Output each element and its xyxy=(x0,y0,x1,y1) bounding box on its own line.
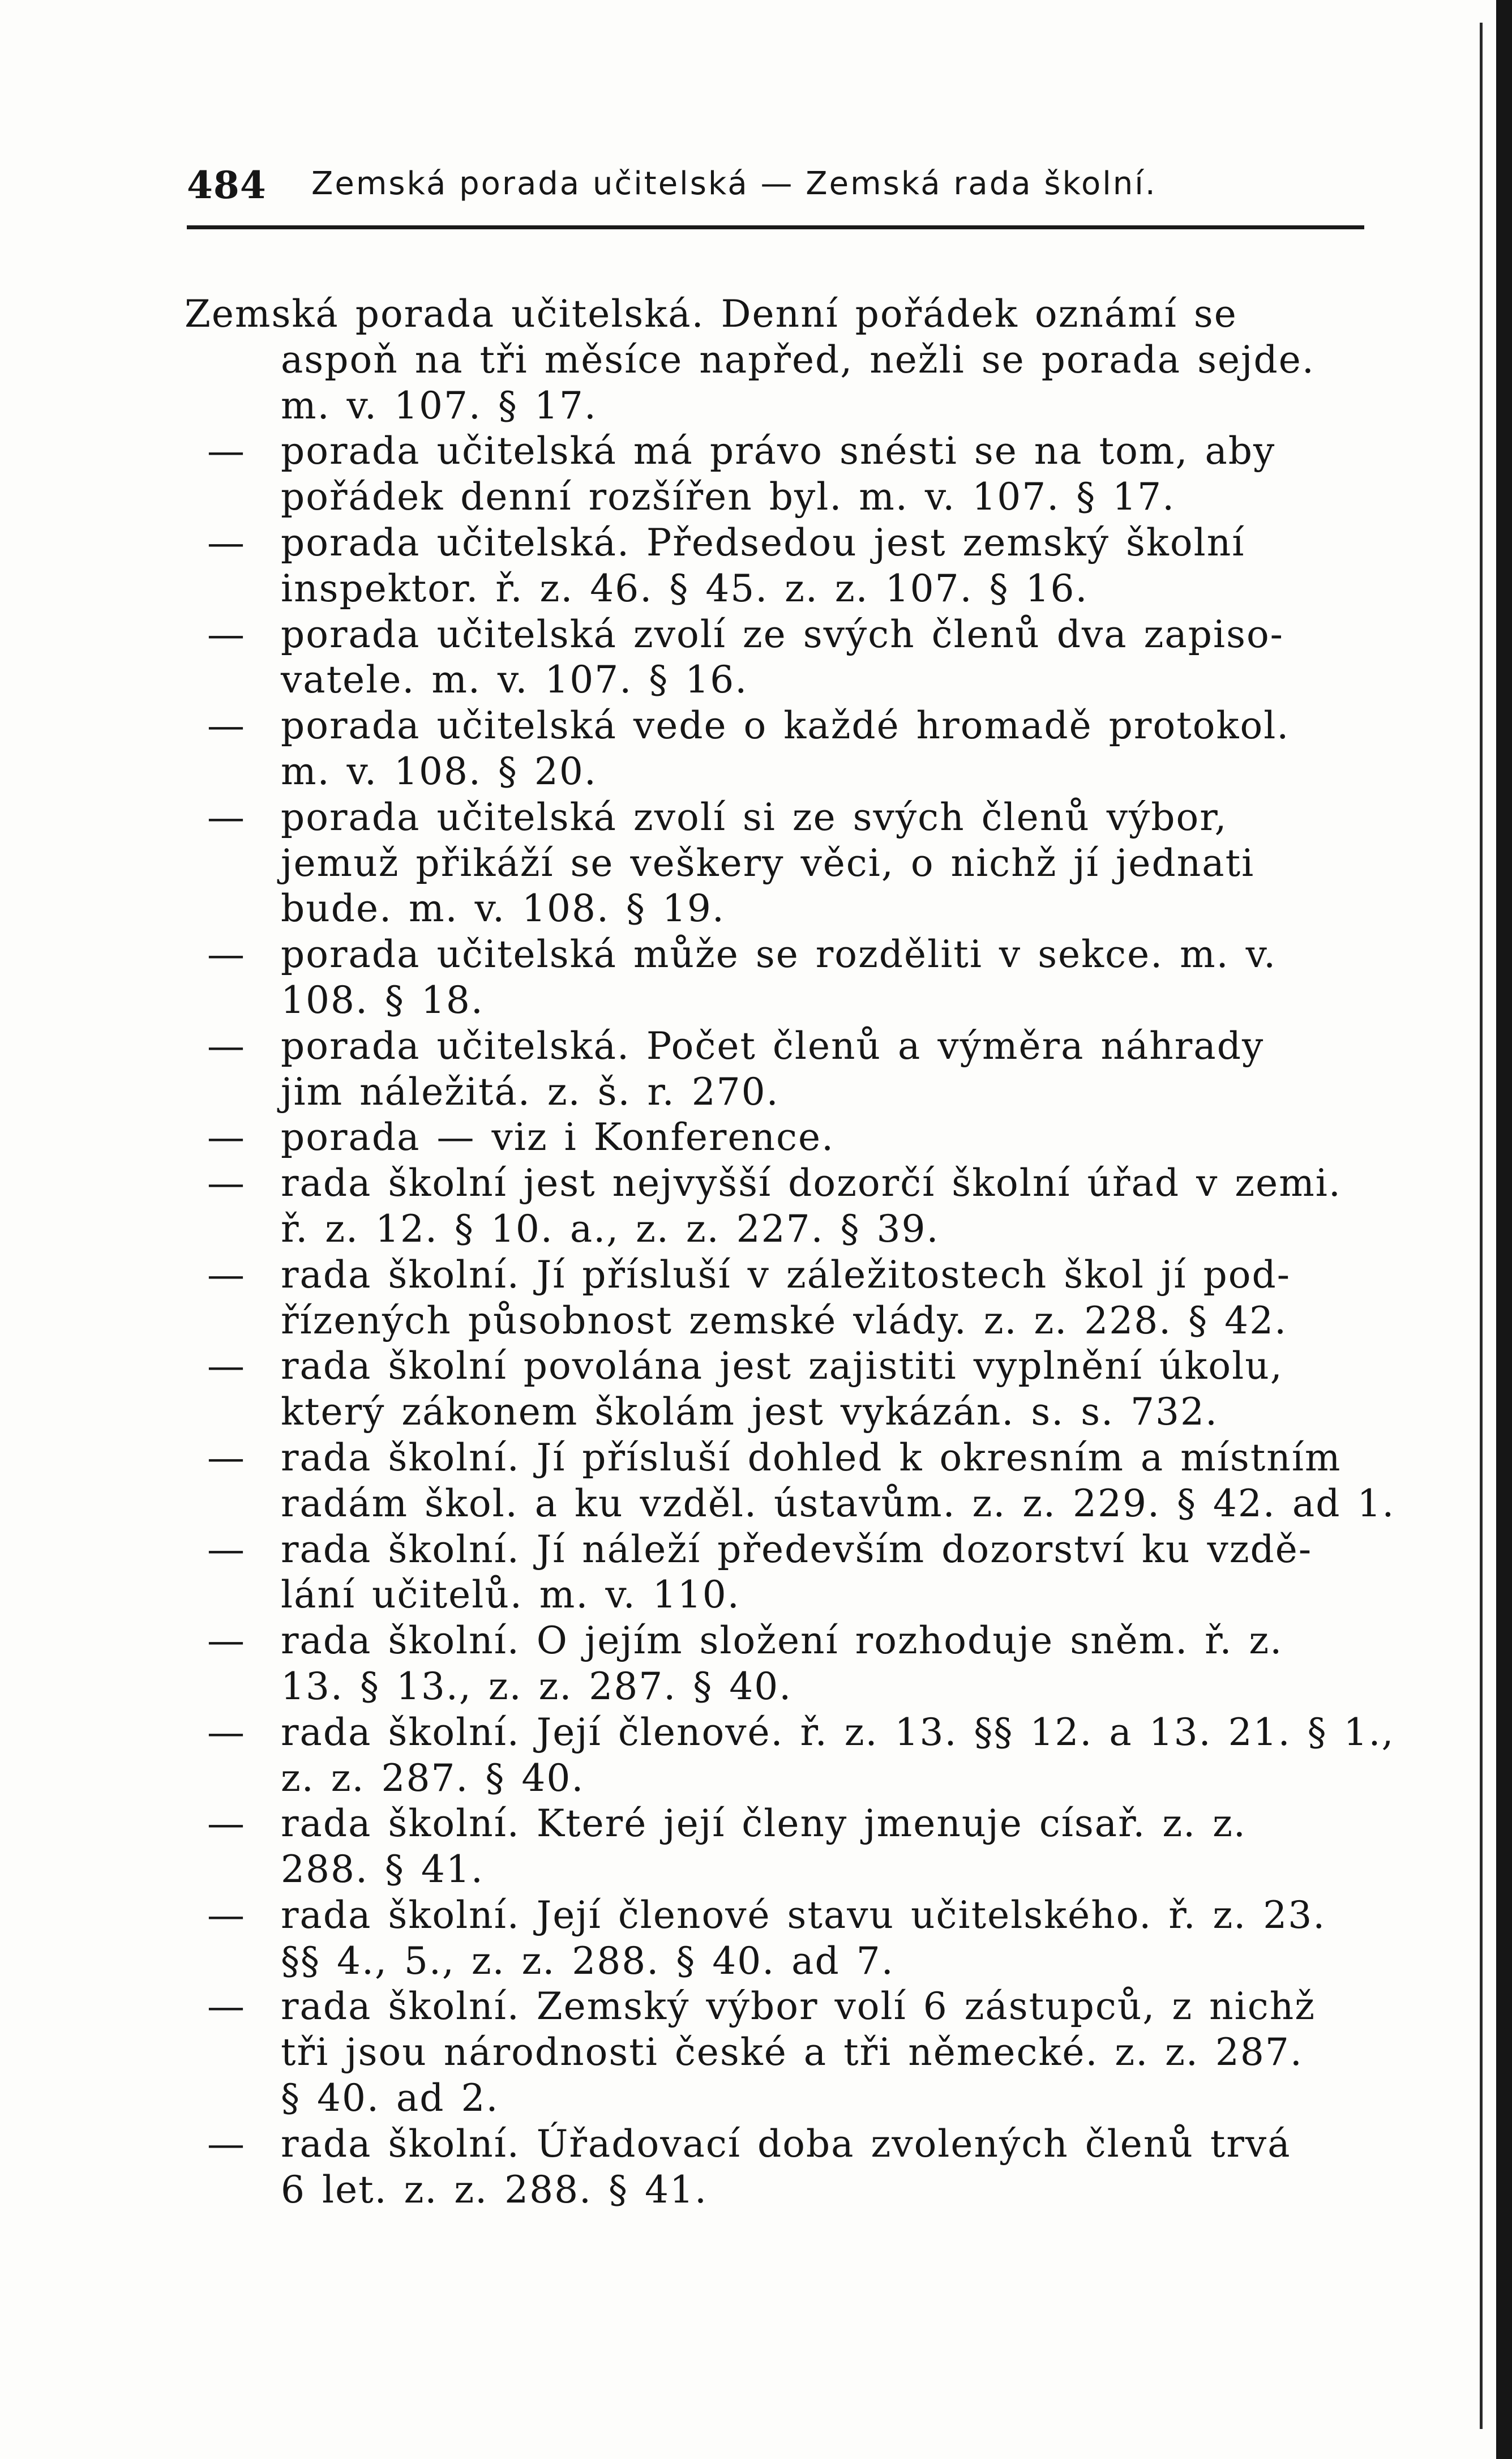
entry-dash: — xyxy=(207,795,246,839)
index-entry xyxy=(185,1801,1373,1893)
entry-line: tři jsou národnosti české a tři německé. z. z. 287. xyxy=(281,2030,1303,2075)
entry-line: který zákonem školám jest vykázán. s. s. 732. xyxy=(281,1390,1218,1434)
index-entry xyxy=(185,1024,1373,1115)
index-entry xyxy=(185,1161,1373,1252)
entry-line: m. v. 108. § 20. xyxy=(281,749,597,793)
entry-line: porada učitelská má právo snésti se na tom, aby xyxy=(281,429,1276,473)
entry-line: 6 let. z. z. 288. § 41. xyxy=(281,2167,708,2212)
entry-line: rada školní. Úřadovací doba zvolených členů trvá xyxy=(281,2122,1291,2166)
entry-line: z. z. 287. § 40. xyxy=(281,1756,585,1800)
entry-line: bude. m. v. 108. § 19. xyxy=(281,887,725,931)
entry-line: rada školní. Zemský výbor volí 6 zástupců, z nichž xyxy=(281,1985,1316,2029)
entry-line: porada učitelská. Předsedou jest zemský školní xyxy=(281,520,1245,564)
entry-line: jim náležitá. z. š. r. 270. xyxy=(281,1070,779,1114)
page-header xyxy=(187,163,1364,225)
running-head: Zemská porada učitelská — Zemská rada školní. xyxy=(311,165,1157,202)
entry-line: porada učitelská vede o každé hromadě protokol. xyxy=(281,704,1290,748)
index-entry xyxy=(185,1893,1373,1985)
index-entries xyxy=(185,292,1395,2213)
index-entry xyxy=(185,1435,1395,1527)
entry-line: porada učitelská může se rozděliti v sekce. m. v. xyxy=(281,933,1277,977)
entry-line: porada učitelská zvolí si ze svých členů výbor, xyxy=(281,795,1228,839)
entry-line: 108. § 18. xyxy=(281,978,484,1022)
entry-dash: — xyxy=(207,1985,246,2029)
entry-line: pořádek denní rozšířen byl. m. v. 107. § 17. xyxy=(281,475,1176,519)
entry-dash: — xyxy=(207,612,246,656)
index-entry xyxy=(185,1252,1373,1344)
entry-dash: — xyxy=(207,1161,246,1205)
index-entry xyxy=(185,703,1373,795)
entry-line: rada školní. Jí přísluší v záležitostech škol jí pod- xyxy=(281,1252,1291,1297)
entry-line: rada školní. O jejím složení rozhoduje sněm. ř. z. xyxy=(281,1619,1283,1663)
entry-dash: — xyxy=(207,1115,246,1160)
entry-line: rada školní. Jí náleží především dozorství ku vzdě- xyxy=(281,1527,1313,1571)
entry-dash: — xyxy=(207,2122,246,2166)
index-entry xyxy=(185,520,1373,612)
entry-line: rada školní. Její členové stavu učitelského. ř. z. 23. xyxy=(281,1893,1326,1937)
entry-line: m. v. 107. § 17. xyxy=(281,383,597,427)
entry-line: § 40. ad 2. xyxy=(281,2076,499,2120)
entry-line: porada — viz i Konference. xyxy=(281,1115,835,1160)
entry-line: inspektor. ř. z. 46. § 45. z. z. 107. § 16. xyxy=(281,566,1089,610)
entry-line: Zemská porada učitelská. Denní pořádek oznámí se xyxy=(185,292,1237,336)
entry-line: 13. § 13., z. z. 287. § 40. xyxy=(281,1664,793,1708)
page-edge-line xyxy=(1480,23,1483,2429)
index-entry xyxy=(185,1344,1373,1435)
header-rule xyxy=(187,225,1364,229)
entry-dash: — xyxy=(207,1344,246,1388)
index-entry xyxy=(185,292,1373,429)
entry-line: porada učitelská zvolí ze svých členů dva zapiso- xyxy=(281,612,1284,656)
entry-dash: — xyxy=(207,1435,246,1479)
entry-dash: — xyxy=(207,1802,246,1846)
index-entry xyxy=(185,1984,1373,2121)
entry-dash: — xyxy=(207,933,246,977)
entry-line: ř. z. 12. § 10. a., z. z. 227. § 39. xyxy=(281,1207,940,1251)
entry-line: radám škol. a ku vzděl. ústavům. z. z. 229. § 42. ad 1. xyxy=(281,1481,1395,1525)
entry-line: rada školní povolána jest zajistiti vyplnění úkolu, xyxy=(281,1344,1283,1388)
entry-line: rada školní. Které její členy jmenuje císař. z. z. xyxy=(281,1802,1247,1846)
entry-dash: — xyxy=(207,1619,246,1663)
entry-dash: — xyxy=(207,1252,246,1297)
index-entry xyxy=(185,1710,1395,1802)
index-entry xyxy=(185,1527,1373,1619)
index-entry xyxy=(185,1115,1373,1161)
entry-line: porada učitelská. Počet členů a výměra náhrady xyxy=(281,1024,1265,1068)
index-entry xyxy=(185,932,1373,1024)
entry-line: vatele. m. v. 107. § 16. xyxy=(281,658,748,702)
entry-line: 288. § 41. xyxy=(281,1848,484,1892)
entry-line: aspoň na tři měsíce napřed, nežli se porada sejde. xyxy=(281,337,1315,382)
index-entry xyxy=(185,795,1373,932)
entry-line: rada školní. Jí přísluší dohled k okresním a místním xyxy=(281,1435,1342,1479)
index-entry xyxy=(185,1618,1373,1710)
entry-dash: — xyxy=(207,704,246,748)
entry-line: řízených působnost zemské vlády. z. z. 228. § 42. xyxy=(281,1298,1288,1342)
entry-dash: — xyxy=(207,1893,246,1937)
entry-line: rada školní. Její členové. ř. z. 13. §§ 12. a 13. 21. § 1., xyxy=(281,1710,1395,1754)
entry-dash: — xyxy=(207,520,246,564)
entry-dash: — xyxy=(207,1710,246,1754)
entry-line: §§ 4., 5., z. z. 288. § 40. ad 7. xyxy=(281,1939,894,1983)
entry-line: lání učitelů. m. v. 110. xyxy=(281,1573,740,1617)
index-entry xyxy=(185,429,1373,520)
index-entry xyxy=(185,2122,1373,2213)
entry-line: jemuž přikáží se veškery věci, o nichž jí jednati xyxy=(281,841,1255,885)
entry-dash: — xyxy=(207,1024,246,1068)
entry-dash: — xyxy=(207,1527,246,1571)
entry-line: rada školní jest nejvyšší dozorčí školní úřad v zemi. xyxy=(281,1161,1342,1205)
entry-dash: — xyxy=(207,429,246,473)
page-number: 484 xyxy=(187,163,267,207)
index-entry xyxy=(185,612,1373,704)
page-edge-bar xyxy=(1496,0,1512,2459)
